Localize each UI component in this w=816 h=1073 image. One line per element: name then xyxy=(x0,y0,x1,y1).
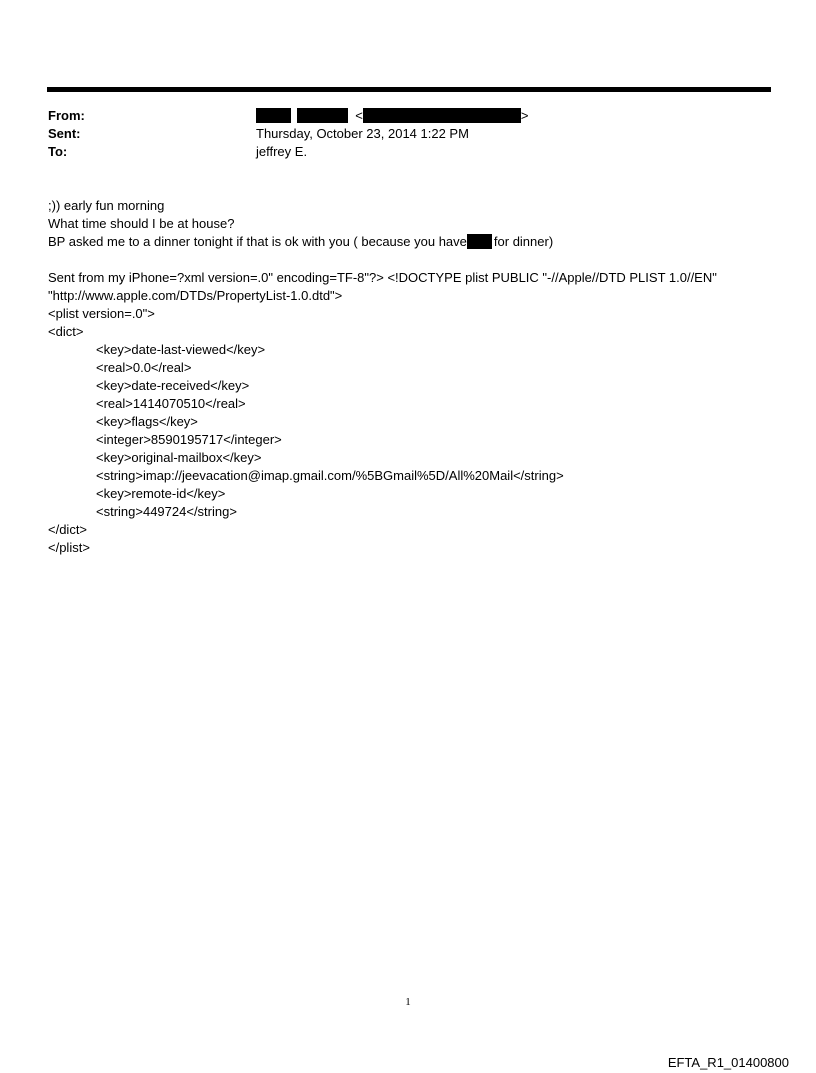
dict-line: <key>date-received</key> xyxy=(96,378,250,393)
dict-line: <key>flags</key> xyxy=(96,414,198,429)
message-text: BP asked me to a dinner tonight if that is ok with you ( because you have xyxy=(48,234,467,249)
to-label: To: xyxy=(48,144,68,159)
dict-open: <dict> xyxy=(48,324,84,339)
message-line xyxy=(48,233,553,251)
dict-close: </dict> xyxy=(48,522,88,537)
message-text: for dinner) xyxy=(493,234,554,249)
page-number: 1 xyxy=(405,996,411,1008)
from-email-open: < xyxy=(355,108,363,123)
from-value xyxy=(256,107,528,125)
message-line: What time should I be at house? xyxy=(48,216,235,231)
dtd-line: "http://www.apple.com/DTDs/PropertyList-1.0.dtd"> xyxy=(48,288,343,303)
dict-line: <real>0.0</real> xyxy=(96,360,192,375)
from-email-close: > xyxy=(520,108,529,123)
plist-close: </plist> xyxy=(48,540,90,555)
signature-line: Sent from my iPhone=?xml version=.0" encoding=TF-8"?> <!DOCTYPE plist PUBLIC "-//Apple//DTD PLIST 1.0//EN" xyxy=(48,270,717,285)
plist-open: <plist version=.0"> xyxy=(48,306,155,321)
sent-label: Sent: xyxy=(48,126,81,141)
redaction-block xyxy=(363,108,521,123)
redaction-block xyxy=(467,234,492,249)
dict-line: <key>date-last-viewed</key> xyxy=(96,342,266,357)
dict-line: <integer>8590195717</integer> xyxy=(96,432,282,447)
dict-line: <real>1414070510</real> xyxy=(96,396,246,411)
sent-value: Thursday, October 23, 2014 1:22 PM xyxy=(256,126,469,141)
dict-line: <key>remote-id</key> xyxy=(96,486,226,501)
to-value: jeffrey E. xyxy=(256,144,308,159)
dict-line: <string>imap://jeevacation@imap.gmail.com/%5BGmail%5D/All%20Mail</string> xyxy=(96,468,564,483)
document-id: EFTA_R1_01400800 xyxy=(667,1055,789,1070)
dict-line: <string>449724</string> xyxy=(96,504,237,519)
message-line: ;)) early fun morning xyxy=(48,198,165,213)
redaction-block xyxy=(256,108,291,123)
dict-line: <key>original-mailbox</key> xyxy=(96,450,262,465)
redaction-block xyxy=(297,108,348,123)
header-rule xyxy=(47,87,771,92)
from-label: From: xyxy=(48,108,85,123)
